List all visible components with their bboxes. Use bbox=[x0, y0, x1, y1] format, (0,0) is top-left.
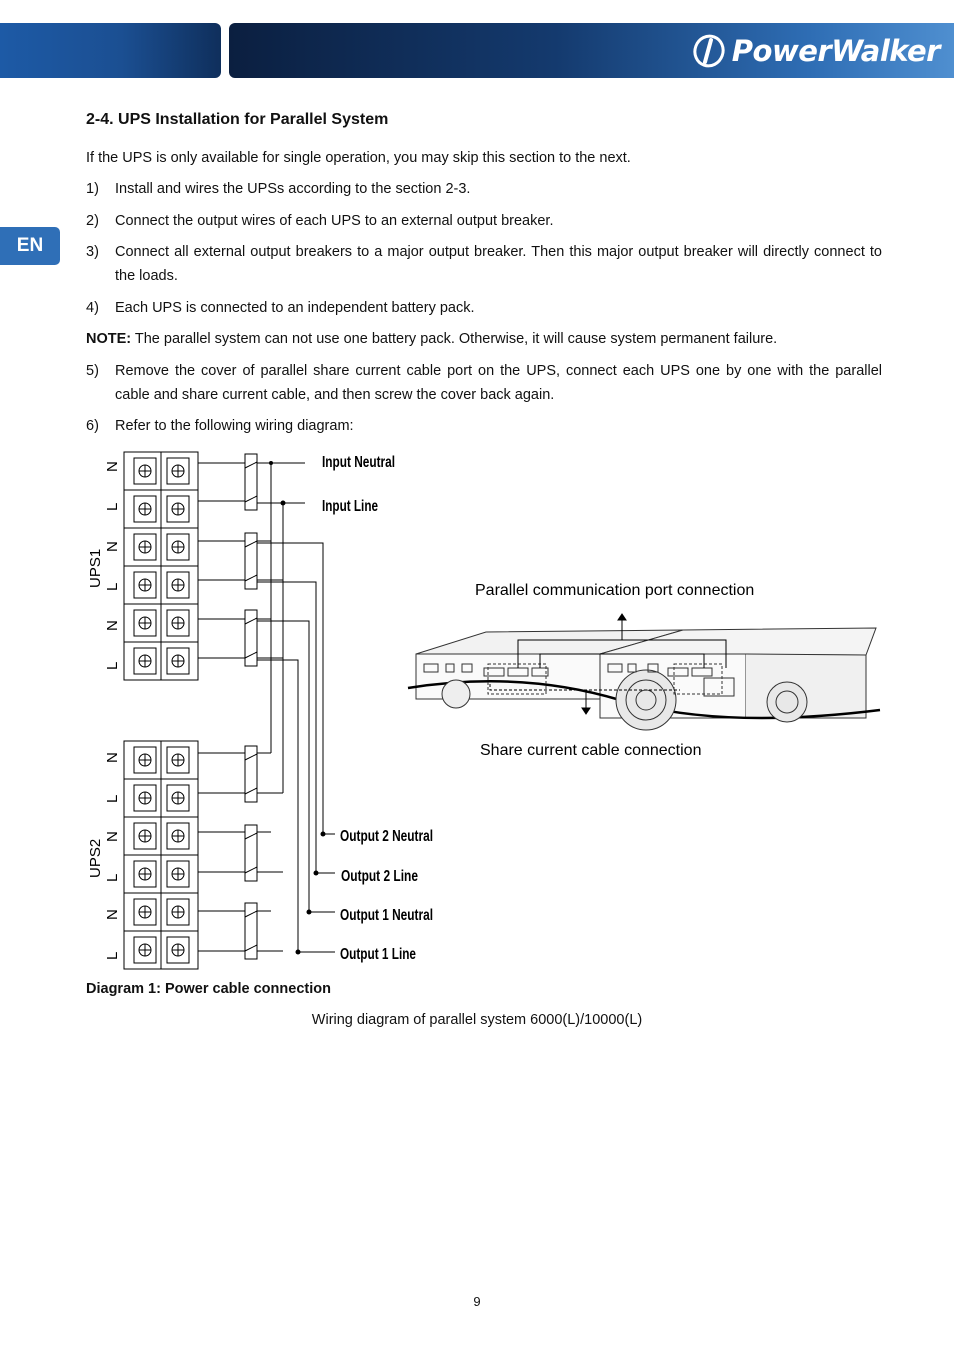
list-text: Each UPS is connected to an independent battery pack. bbox=[115, 300, 475, 316]
list-text: Remove the cover of parallel share current cable port on the UPS, connect each UPS one by one with the parallel cable and share current cable, and then screw the cover back again. bbox=[115, 363, 882, 403]
junction-dots bbox=[269, 461, 326, 955]
list-text: Connect all external output breakers to a major output breaker. Then this major output breaker will directly connect to the loads. bbox=[115, 244, 882, 284]
terminal-letter: L bbox=[104, 794, 121, 803]
page-number: 9 bbox=[473, 1294, 481, 1309]
terminal-letter: N bbox=[104, 752, 121, 763]
ups2-label: UPS2 bbox=[87, 838, 104, 878]
terminal-letter: N bbox=[104, 831, 121, 842]
terminal-letter: N bbox=[104, 541, 121, 552]
intro-text: If the UPS is only available for single operation, you may skip this section to the next. bbox=[86, 150, 631, 166]
list-number: 3) bbox=[86, 244, 99, 260]
output1-neutral-label: Output 1 Neutral bbox=[340, 907, 433, 924]
list-text: Connect the output wires of each UPS to an external output breaker. bbox=[115, 213, 554, 229]
terminal-wires bbox=[198, 463, 245, 951]
list-number: 6) bbox=[86, 418, 99, 434]
terminal-letter: L bbox=[104, 582, 121, 591]
section-title: 2-4. UPS Installation for Parallel System bbox=[86, 111, 389, 128]
list-number: 1) bbox=[86, 181, 99, 197]
share-current-label: Share current cable connection bbox=[480, 742, 702, 759]
output2-neutral-label: Output 2 Neutral bbox=[340, 828, 433, 845]
ups-rear-illustration bbox=[408, 614, 880, 730]
figure-caption: Diagram 1: Power cable connection bbox=[86, 981, 331, 997]
terminal-letter: N bbox=[104, 620, 121, 631]
figure-subcaption: Wiring diagram of parallel system 6000(L)/10000(L) bbox=[311, 1012, 643, 1028]
note-paragraph bbox=[86, 327, 882, 351]
terminal-letter: L bbox=[104, 873, 121, 882]
output2-line-label: Output 2 Line bbox=[341, 868, 419, 885]
list-number: 5) bbox=[86, 363, 99, 379]
list-number: 2) bbox=[86, 213, 99, 229]
header-bar-right bbox=[229, 23, 954, 78]
bus-wires bbox=[257, 463, 335, 952]
wiring-diagram bbox=[0, 440, 954, 980]
list-text: Install and wires the UPSs according to the section 2-3. bbox=[115, 181, 471, 197]
note-text: The parallel system can not use one battery pack. Otherwise, it will cause system permanent failure. bbox=[131, 331, 778, 347]
wire-labels bbox=[322, 454, 433, 963]
terminal-letter: L bbox=[104, 502, 121, 511]
parallel-port-label: Parallel communication port connection bbox=[475, 582, 755, 599]
list-number: 4) bbox=[86, 300, 99, 316]
note-label: NOTE: bbox=[86, 331, 132, 347]
input-line-label: Input Line bbox=[322, 498, 379, 515]
input-neutral-label: Input Neutral bbox=[322, 454, 395, 471]
header-bar-left bbox=[0, 23, 221, 78]
ups2-terminal-block bbox=[124, 741, 198, 969]
ups1-terminal-block bbox=[124, 452, 198, 680]
terminal-letters bbox=[87, 461, 121, 960]
brand-name: PowerWalker bbox=[731, 34, 940, 68]
terminal-letter: L bbox=[104, 661, 121, 670]
terminal-letter: L bbox=[104, 951, 121, 960]
list-text: Refer to the following wiring diagram: bbox=[115, 418, 354, 434]
language-tab[interactable]: EN bbox=[0, 227, 60, 265]
terminal-letter: N bbox=[104, 909, 121, 920]
output1-line-label: Output 1 Line bbox=[340, 946, 417, 963]
ups1-label: UPS1 bbox=[87, 548, 104, 588]
power-logo-icon bbox=[692, 34, 726, 68]
breakers bbox=[245, 454, 257, 959]
terminal-letter: N bbox=[104, 461, 121, 472]
brand-logo bbox=[692, 31, 940, 71]
